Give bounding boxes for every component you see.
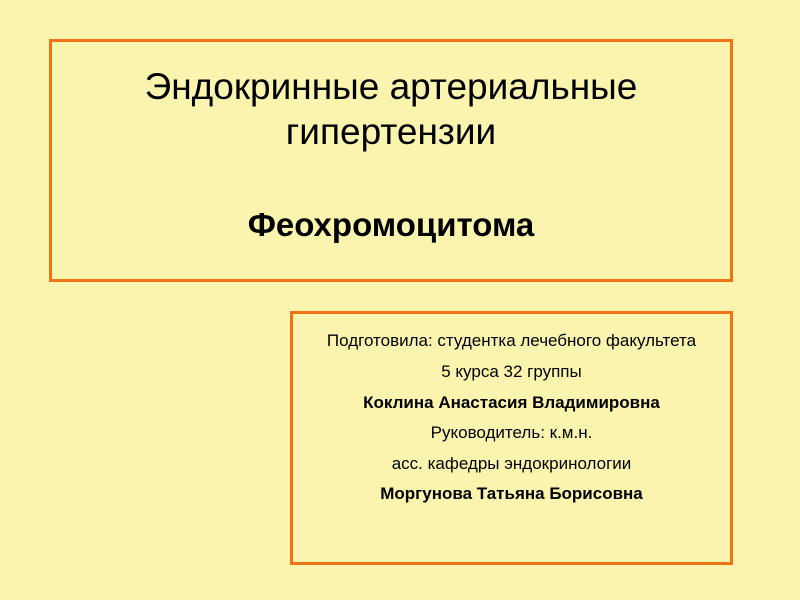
slide-title: Эндокринные артериальные гипертензии — [144, 66, 638, 153]
author-line-department: асс. кафедры эндокринологии — [391, 453, 632, 473]
author-info-box — [290, 311, 733, 565]
author-line-supervisor-title: Руководитель: к.м.н. — [430, 423, 593, 443]
title-box — [49, 39, 733, 282]
author-line-supervisor-name: Моргунова Татьяна Борисовна — [380, 484, 643, 504]
slide-subtitle: Феохромоцитома — [247, 206, 535, 244]
author-line-faculty: Подготовила: студентка лечебного факультета — [326, 331, 697, 350]
author-line-course-group: 5 курса 32 группы — [441, 362, 582, 382]
author-line-student-name: Коклина Анастасия Владимировна — [363, 392, 660, 412]
